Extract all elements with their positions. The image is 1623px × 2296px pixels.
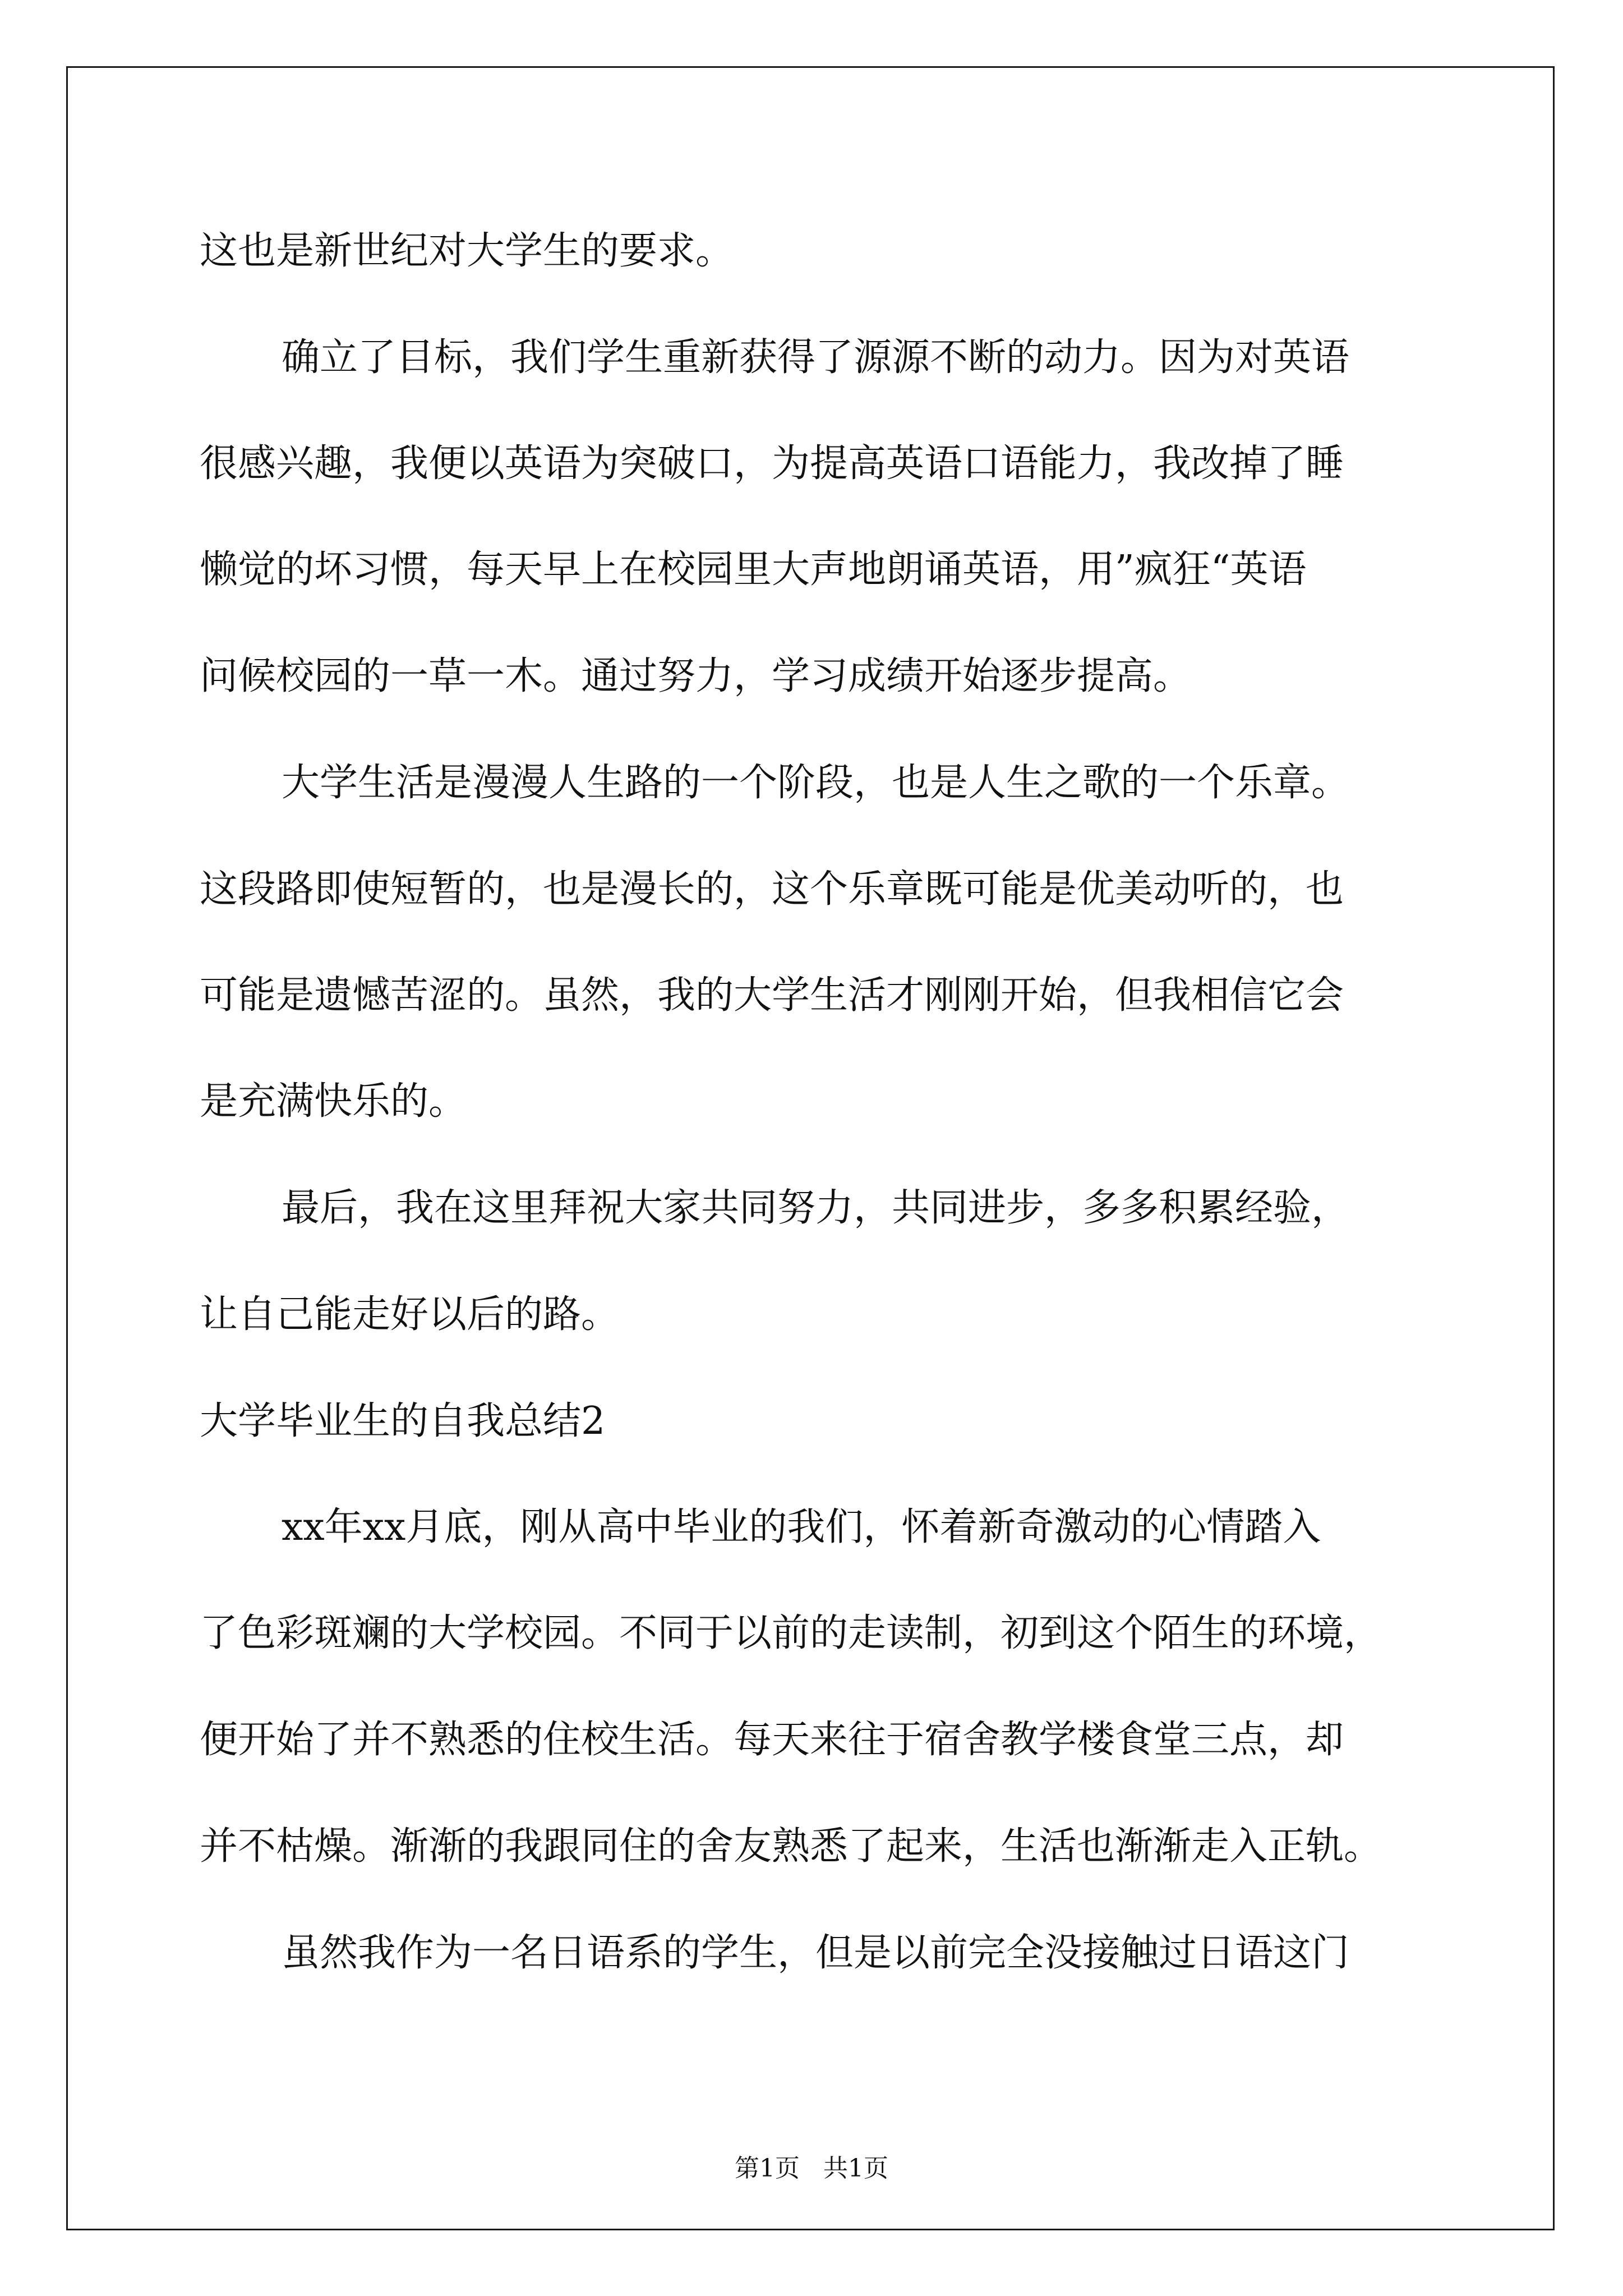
text-line: 让自己能走好以后的路。 (200, 1292, 620, 1337)
text-line: 可能是遗憾苦涩的。虽然，我的大学生活才刚刚开始，但我相信它会 (200, 973, 1344, 1018)
text-line: xx年xx月底，刚从高中毕业的我们，怀着新奇激动的心情踏入 (282, 1505, 1321, 1549)
text-line: 很感兴趣，我便以英语为突破口，为提高英语口语能力，我改掉了睡 (200, 441, 1344, 486)
text-line: 了色彩斑斓的大学校园。不同于以前的走读制，初到这个陌生的环境， (200, 1611, 1382, 1655)
text-line: 这段路即使短暂的，也是漫长的，这个乐章既可能是优美动听的，也 (200, 867, 1344, 912)
text-line: 问候校园的一草一木。通过努力，学习成绩开始逐步提高。 (200, 654, 1192, 698)
text-line: 确立了目标，我们学生重新获得了源源不断的动力。因为对英语 (282, 335, 1350, 380)
page-frame (66, 66, 1555, 2230)
text-line: 最后，我在这里拜祝大家共同努力，共同进步，多多积累经验， (282, 1186, 1350, 1230)
text-line: 懒觉的坏习惯，每天早上在校园里大声地朗诵英语，用”疯狂“英语 (200, 547, 1307, 592)
text-line: 是充满快乐的。 (200, 1079, 467, 1124)
text-line: 便开始了并不熟悉的住校生活。每天来往于宿舍教学楼食堂三点，却 (200, 1718, 1344, 1762)
text-line: 大学生活是漫漫人生路的一个阶段，也是人生之歌的一个乐章。 (282, 761, 1350, 805)
text-line: 这也是新世纪对大学生的要求。 (200, 229, 734, 273)
page-footer: 第1页 共1页 (735, 2154, 888, 2183)
text-line: 并不枯燥。渐渐的我跟同住的舍友熟悉了起来，生活也渐渐走入正轨。 (200, 1824, 1382, 1869)
section-heading: 大学毕业生的自我总结2 (200, 1399, 606, 1443)
text-line: 虽然我作为一名日语系的学生，但是以前完全没接触过日语这门 (282, 1931, 1350, 1975)
